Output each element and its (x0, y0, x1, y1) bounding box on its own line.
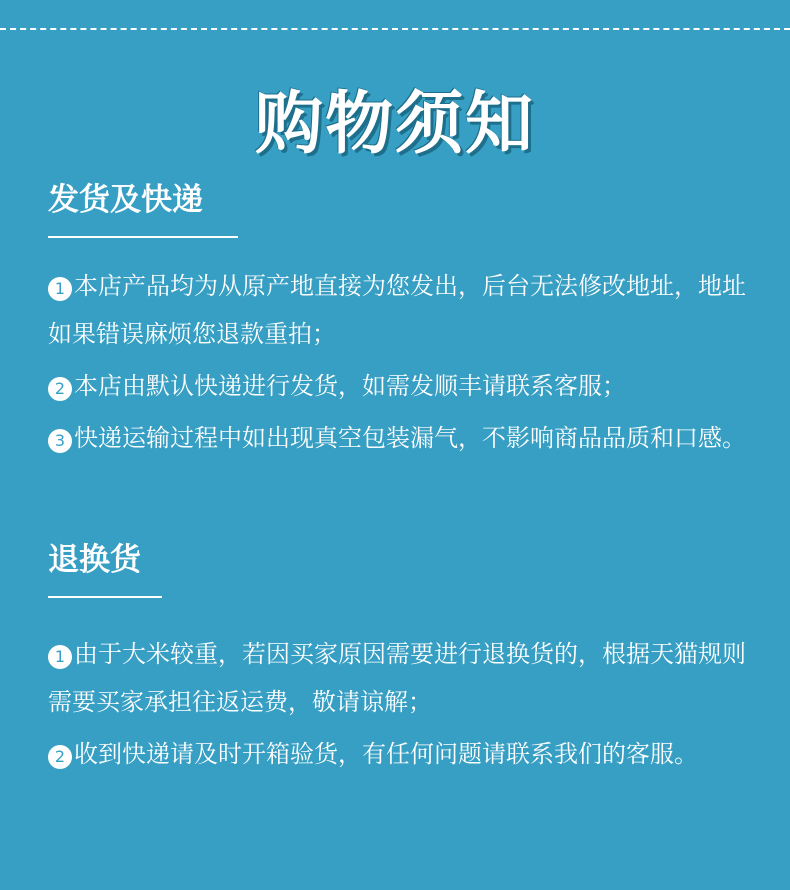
list-item (48, 414, 748, 462)
page-title: 购物须知 (254, 85, 535, 164)
circled-number-icon: 2 (48, 745, 72, 769)
list-item-text: 快递运输过程中如出现真空包装漏气，不影响商品品质和口感。 (74, 424, 746, 452)
shipping-section (48, 180, 238, 238)
top-dashed-border (0, 0, 790, 30)
returns-section-underline (48, 596, 162, 598)
list-item (48, 362, 748, 410)
list-item-text: 收到快递请及时开箱验货，有任何问题请联系我们的客服。 (74, 740, 698, 768)
list-item (48, 730, 748, 778)
circled-number-icon: 2 (48, 377, 72, 401)
list-item (48, 262, 748, 358)
shipping-section-title: 发货及快递 (48, 182, 203, 218)
returns-section (48, 540, 162, 598)
shipping-list (48, 262, 748, 462)
circled-number-icon: 1 (48, 277, 72, 301)
list-item-text: 本店产品均为从原产地直接为您发出，后台无法修改地址，地址如果错误麻烦您退款重拍； (48, 272, 746, 348)
shipping-section-underline (48, 236, 238, 238)
circled-number-icon: 3 (48, 429, 72, 453)
circled-number-icon: 1 (48, 645, 72, 669)
list-item-text: 由于大米较重，若因买家原因需要进行退换货的，根据天猫规则需要买家承担往返运费，敬请谅解； (48, 640, 746, 716)
list-item-text: 本店由默认快递进行发货，如需发顺丰请联系客服； (74, 372, 626, 400)
returns-list (48, 630, 748, 778)
returns-section-title: 退换货 (48, 542, 141, 578)
list-item (48, 630, 748, 726)
